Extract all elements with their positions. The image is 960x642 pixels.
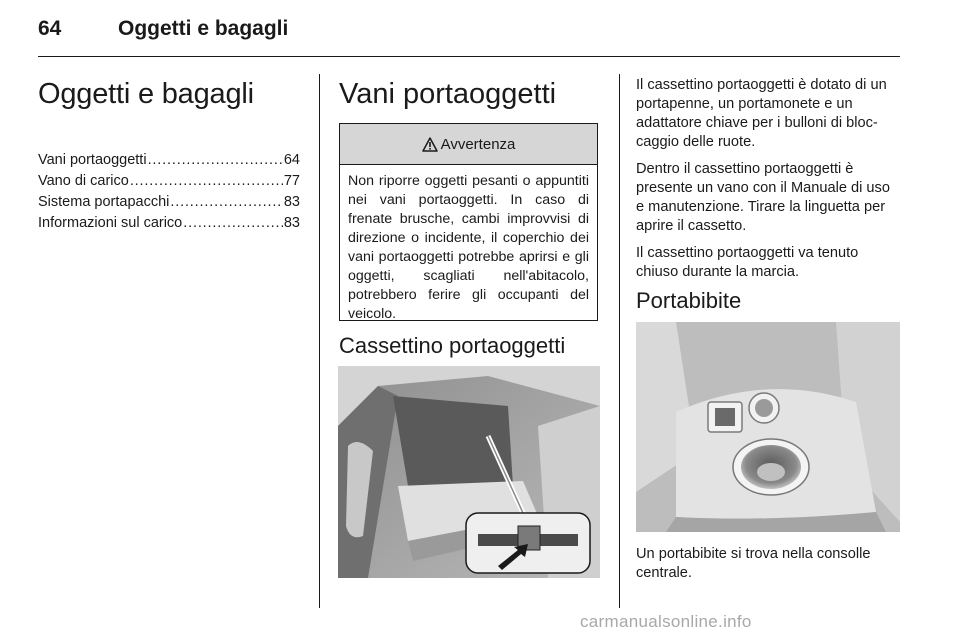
toc-item-page: 83 <box>283 215 300 231</box>
column-divider-2 <box>619 74 620 608</box>
paragraph: Il cassettino portaoggetti va tenuto chiuso durante la marcia. <box>636 245 859 280</box>
glovebox-heading: Cassettino portaoggetti <box>339 333 566 358</box>
header-rule <box>38 56 900 57</box>
column-divider-1 <box>319 74 320 608</box>
cupholder-description <box>636 545 900 583</box>
cupholder-heading: Portabibite <box>636 288 742 313</box>
watermark: carmanualsonline.info <box>580 612 752 631</box>
toc-item[interactable] <box>38 213 300 234</box>
cupholder-illustration <box>636 322 900 532</box>
glovebox-illustration <box>338 366 600 578</box>
warning-triangle-icon <box>422 137 438 152</box>
toc-leader <box>170 192 282 213</box>
running-header-title: Oggetti e bagagli <box>118 17 289 40</box>
toc-item-page: 77 <box>283 173 300 189</box>
toc-item-label: Informazioni sul carico <box>38 215 183 231</box>
paragraph: Dentro il cassettino portaoggetti è presente un vano con il Manuale di uso e manutenzione. Tirare la linguetta per aprire il cassetto. <box>636 161 890 234</box>
warning-text: Non riporre oggetti pesanti o appuntiti nei vani portaoggetti. In caso di frenate brusche, cambi improvvisi di direzione o incidente, il coperchio dei vani portaoggetti potrebbe aprirsi e gli oggetti, scagliati nell'abitacolo, potrebbero ferire gli occupanti del veicolo. <box>348 173 589 322</box>
toc-item[interactable] <box>38 150 300 171</box>
warning-box <box>339 123 598 321</box>
toc-item[interactable] <box>38 192 300 213</box>
section-title: Vani portaoggetti <box>339 78 557 110</box>
toc-item[interactable] <box>38 171 300 192</box>
toc-leader <box>130 171 283 192</box>
warning-title: Avvertenza <box>440 135 516 153</box>
page-number: 64 <box>38 17 62 40</box>
chapter-title: Oggetti e bagagli <box>38 78 254 110</box>
paragraph: Un portabibite si trova nella consolle centrale. <box>636 546 871 581</box>
toc-item-label: Vani portaoggetti <box>38 152 147 168</box>
warning-header <box>340 124 597 165</box>
paragraph: Il cassettino portaoggetti è dotato di un portapenne, un portamonete e un adattatore chiave per i bulloni di bloccaggio delle ruote. <box>636 77 887 150</box>
table-of-contents <box>38 150 300 234</box>
toc-leader <box>148 150 283 171</box>
toc-leader <box>183 213 283 234</box>
toc-item-label: Vano di carico <box>38 173 129 189</box>
toc-item-page: 64 <box>283 152 300 168</box>
toc-item-page: 83 <box>283 194 300 210</box>
glovebox-description <box>636 76 900 290</box>
toc-item-label: Sistema portapacchi <box>38 194 170 210</box>
